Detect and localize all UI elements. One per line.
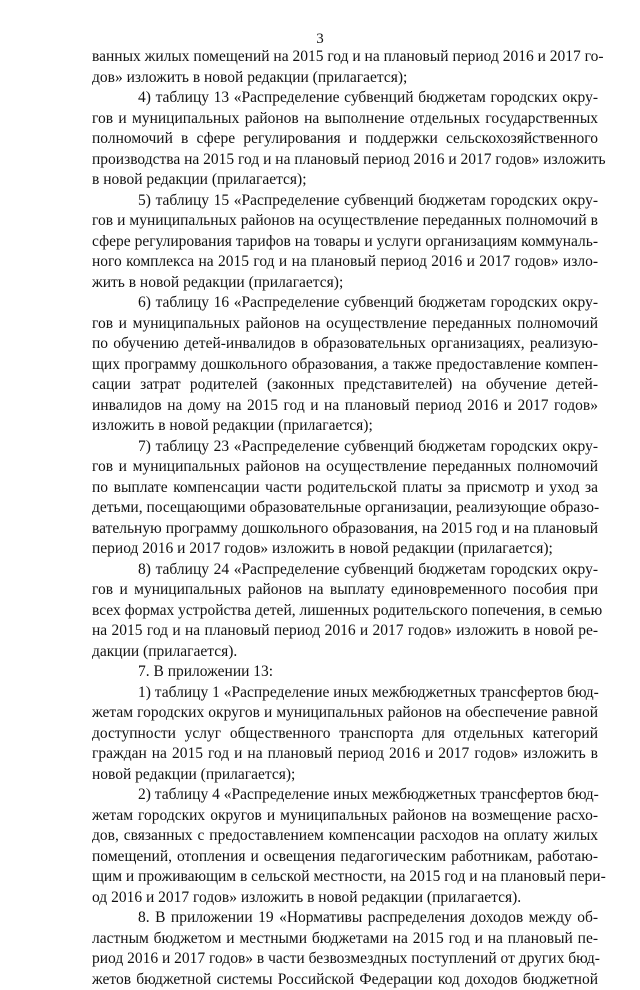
document-body: [92, 47, 598, 990]
text-line: жетов бюджетной системы Российской Федерации код доходов бюджетной: [92, 970, 598, 990]
text-line: вательную программу дошкольного образования, на 2015 год и на плановый: [92, 519, 598, 540]
text-line: производства на 2015 год и на плановый период 2016 и 2017 годов» изложить: [92, 150, 598, 171]
text-line: жить в новой редакции (прилагается);: [92, 273, 598, 294]
text-line: период 2016 и 2017 годов» изложить в новой редакции (прилагается);: [92, 539, 598, 560]
text-line: гов и муниципальных районов на выполнение отдельных государственных: [92, 109, 598, 130]
text-line: риод 2016 и 2017 годов» в части безвозмездных поступлений от других бюд-: [92, 949, 598, 970]
text-line: новой редакции (прилагается);: [92, 765, 598, 786]
text-line: гов и муниципальных районов на осуществление переданных полномочий: [92, 457, 598, 478]
text-line: ного комплекса на 2015 год и на плановый период 2016 и 2017 годов» изло-: [92, 252, 598, 273]
text-line: 7) таблицу 23 «Распределение субвенций бюджетам городских окру-: [92, 437, 598, 458]
text-line: жетам городских округов и муниципальных районов на обеспечение равной: [92, 703, 598, 724]
page-number: 3: [0, 30, 640, 48]
text-line: доступности услуг общественного транспорта для отдельных категорий: [92, 724, 598, 745]
text-line: 8. В приложении 19 «Нормативы распределения доходов между об-: [92, 908, 598, 929]
text-line: полномочий в сфере регулирования и поддержки сельскохозяйственного: [92, 129, 598, 150]
text-line: 4) таблицу 13 «Распределение субвенций бюджетам городских окру-: [92, 88, 598, 109]
text-line: дакции (прилагается).: [92, 642, 598, 663]
text-line: дов» изложить в новой редакции (прилагается);: [92, 68, 598, 89]
text-line: ластным бюджетом и местными бюджетами на 2015 год и на плановый пе-: [92, 929, 598, 950]
text-line: помещений, отопления и освещения педагогическим работникам, работаю-: [92, 847, 598, 868]
text-line: 6) таблицу 16 «Распределение субвенций бюджетам городских окру-: [92, 293, 598, 314]
text-line: щим и проживающим в сельской местности, на 2015 год и на плановый пери-: [92, 867, 598, 888]
text-line: 2) таблицу 4 «Распределение иных межбюджетных трансфертов бюд-: [92, 785, 598, 806]
text-line: дов, связанных с предоставлением компенсации расходов на оплату жилых: [92, 826, 598, 847]
text-line: сфере регулирования тарифов на товары и услуги организациям коммуналь-: [92, 232, 598, 253]
text-line: граждан на 2015 год и на плановый период 2016 и 2017 годов» изложить в: [92, 744, 598, 765]
text-line: детьми, посещающими образовательные организации, реализующие образо-: [92, 498, 598, 519]
text-line: 5) таблицу 15 «Распределение субвенций бюджетам городских окру-: [92, 191, 598, 212]
text-line: сации затрат родителей (законных представителей) на обучение детей-: [92, 375, 598, 396]
text-line: по обучению детей-инвалидов в образовательных организациях, реализую-: [92, 334, 598, 355]
text-line: гов и муниципальных районов на осуществление переданных полномочий: [92, 314, 598, 335]
text-line: ванных жилых помещений на 2015 год и на плановый период 2016 и 2017 го-: [92, 47, 598, 68]
text-line: всех формах устройства детей, лишенных родительского попечения, в семью: [92, 601, 598, 622]
text-line: инвалидов на дому на 2015 год и на плановый период 2016 и 2017 годов»: [92, 396, 598, 417]
text-line: 7. В приложении 13:: [92, 662, 598, 683]
text-line: 8) таблицу 24 «Распределение субвенций бюджетам городских окру-: [92, 560, 598, 581]
text-line: щих программу дошкольного образования, а также предоставление компен-: [92, 355, 598, 376]
text-line: 1) таблицу 1 «Распределение иных межбюджетных трансфертов бюд-: [92, 683, 598, 704]
text-line: в новой редакции (прилагается);: [92, 170, 598, 191]
text-line: по выплате компенсации части родительской платы за присмотр и уход за: [92, 478, 598, 499]
text-line: изложить в новой редакции (прилагается);: [92, 416, 598, 437]
text-line: жетам городских округов и муниципальных районов на возмещение расхо-: [92, 806, 598, 827]
text-line: гов и муниципальных районов на выплату единовременного пособия при: [92, 580, 598, 601]
text-line: на 2015 год и на плановый период 2016 и 2017 годов» изложить в новой ре-: [92, 621, 598, 642]
text-line: гов и муниципальных районов на осуществление переданных полномочий в: [92, 211, 598, 232]
text-line: од 2016 и 2017 годов» изложить в новой редакции (прилагается).: [92, 888, 598, 909]
